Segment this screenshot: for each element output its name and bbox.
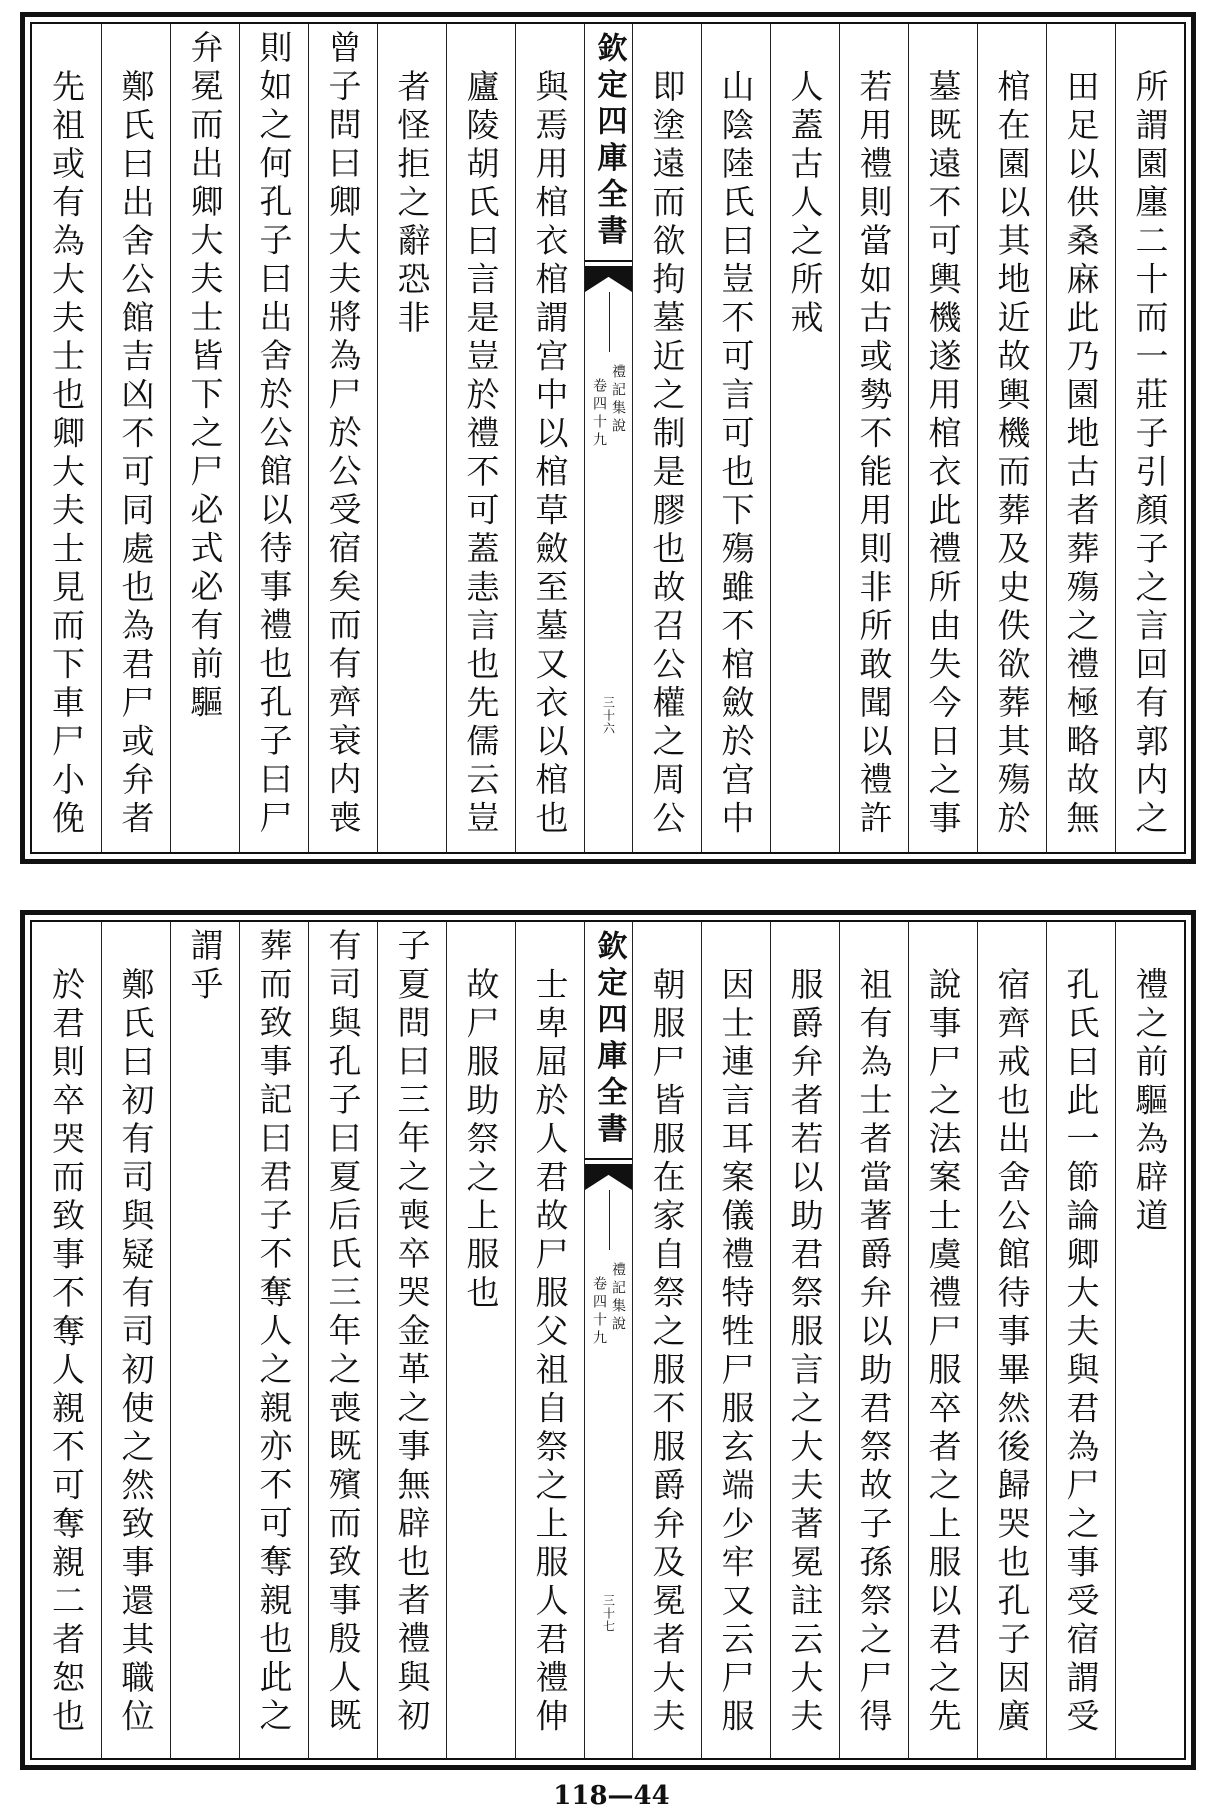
center-fold-column xyxy=(584,922,632,1758)
text-column xyxy=(701,922,770,1758)
text-column xyxy=(977,24,1046,852)
column-text: 因士連言耳案儀禮特牲尸服玄端少牢又云尸服 xyxy=(716,967,756,1737)
main-text-column xyxy=(239,922,308,1758)
column-text: 山陰陸氏曰豈不可言可也下殤雖不棺斂於宫中 xyxy=(716,69,756,839)
column-text: 說事尸之法案士虞禮尸服卒者之上服以君之先 xyxy=(923,967,963,1737)
book-volume-label xyxy=(592,1262,625,1348)
text-column xyxy=(32,922,101,1758)
column-text: 若用禮則當如古或勢不能用則非所敢聞以禮許 xyxy=(854,69,894,839)
column-text: 者怪拒之辭恐非 xyxy=(392,69,432,339)
text-column xyxy=(1115,24,1184,852)
text-column xyxy=(1046,24,1115,852)
volume-number: 卷四十九 xyxy=(591,378,607,450)
text-column xyxy=(1046,922,1115,1758)
column-text: 有司與孔子曰夏后氏三年之喪既殯而致事殷人既 xyxy=(323,928,363,1737)
text-column xyxy=(770,922,839,1758)
text-column xyxy=(1115,922,1184,1758)
main-text-column xyxy=(239,24,308,852)
column-text: 宿齊戒也出舍公館待事畢然後歸哭也孔子因廣 xyxy=(992,967,1032,1737)
fold-stem-line xyxy=(609,292,610,352)
collection-title: 欽定四庫全書 xyxy=(591,32,627,251)
column-text: 與焉用棺衣棺謂宫中以棺草斂至墓又衣以棺也 xyxy=(530,69,570,839)
book-title: 禮記集說 xyxy=(610,1262,626,1334)
column-text: 於君則卒哭而致事不奪人親不可奪親二者恕也 xyxy=(47,967,86,1737)
column-text: 鄭氏曰出舍公館吉凶不可同處也為君尸或弁者 xyxy=(116,69,156,839)
fold-rule xyxy=(585,260,632,262)
collection-title: 欽定四庫全書 xyxy=(591,930,627,1149)
column-text: 曾子問曰卿大夫將為尸於公受宿矣而有齊衰内喪 xyxy=(323,30,363,839)
leaf-number: 三十六 xyxy=(601,696,616,735)
column-text: 廬陵胡氏曰言是豈於禮不可蓋恚言也先儒云豈 xyxy=(461,69,501,839)
text-column xyxy=(32,24,101,852)
lower-leaf-frame xyxy=(20,910,1196,1770)
fold-rule xyxy=(585,1158,632,1160)
main-text-column xyxy=(308,922,377,1758)
fishtail-mark xyxy=(585,1164,632,1190)
text-column xyxy=(839,922,908,1758)
column-text: 祖有為士者當著爵弁以助君祭故子孫祭之尸得 xyxy=(854,967,894,1737)
text-column xyxy=(632,922,701,1758)
text-column xyxy=(701,24,770,852)
column-text: 即塗遠而欲拘墓近之制是膠也故召公權之周公 xyxy=(647,69,687,839)
text-column xyxy=(770,24,839,852)
column-text: 服爵弁者若以助君祭服言之大夫著冕註云大夫 xyxy=(785,967,825,1737)
center-fold-column xyxy=(584,24,632,852)
book-volume-label xyxy=(592,364,625,450)
text-column xyxy=(515,922,584,1758)
column-text: 謂乎 xyxy=(185,928,225,1005)
upper-leaf-text-block xyxy=(30,22,1186,854)
column-text: 子夏問曰三年之喪卒哭金革之事無辟也者禮與初 xyxy=(392,928,432,1737)
column-text: 鄭氏曰初有司與疑有司初使之然致事還其職位 xyxy=(116,967,156,1737)
main-text-column xyxy=(377,922,446,1758)
text-column xyxy=(515,24,584,852)
text-column xyxy=(446,922,515,1758)
lower-leaf-text-block xyxy=(30,920,1186,1760)
column-text: 禮之前驅為辟道 xyxy=(1130,967,1170,1237)
column-text: 葬而致事記曰君子不奪人之親亦不可奪親也此之 xyxy=(254,928,294,1737)
text-column xyxy=(377,24,446,852)
text-column xyxy=(977,922,1046,1758)
text-column xyxy=(908,922,977,1758)
column-text: 故尸服助祭之上服也 xyxy=(461,967,501,1314)
fold-stem-line xyxy=(609,1190,610,1250)
upper-leaf-frame xyxy=(20,12,1196,864)
leaf-number: 三十七 xyxy=(601,1594,616,1633)
main-text-column xyxy=(170,24,239,852)
text-column xyxy=(101,24,170,852)
page-number-label: 118—44 xyxy=(553,1781,670,1811)
text-column xyxy=(632,24,701,852)
column-text: 墓既遠不可輿機遂用棺衣此禮所由失今日之事 xyxy=(923,69,963,839)
column-text: 孔氏曰此一節論卿大夫與君為尸之事受宿謂受 xyxy=(1061,967,1101,1737)
text-column xyxy=(908,24,977,852)
main-text-column xyxy=(308,24,377,852)
column-text: 先祖或有為大夫士也卿大夫士見而下車尸小俛 xyxy=(47,69,86,839)
main-text-column xyxy=(170,922,239,1758)
fishtail-mark xyxy=(585,266,632,292)
book-title: 禮記集說 xyxy=(610,364,626,436)
column-text: 田足以供桑麻此乃園地古者葬殤之禮極略故無 xyxy=(1061,69,1101,839)
column-text: 所謂園廛二十而一莊子引顏子之言回有郭内之 xyxy=(1130,69,1170,839)
text-column xyxy=(101,922,170,1758)
column-text: 人蓋古人之所戒 xyxy=(785,69,825,339)
text-column xyxy=(839,24,908,852)
column-text: 棺在園以其地近故輿機而葬及史佚欲葬其殤於 xyxy=(992,69,1032,839)
column-text: 則如之何孔子曰出舍於公館以待事禮也孔子曰尸 xyxy=(254,30,294,839)
column-text: 士卑屈於人君故尸服父祖自祭之上服人君禮伸 xyxy=(530,967,570,1737)
volume-number: 卷四十九 xyxy=(591,1276,607,1348)
column-text: 弁冕而出卿大夫士皆下之尸必式必有前驅 xyxy=(185,30,225,723)
column-text: 朝服尸皆服在家自祭之服不服爵弁及冕者大夫 xyxy=(647,967,687,1737)
text-column xyxy=(446,24,515,852)
